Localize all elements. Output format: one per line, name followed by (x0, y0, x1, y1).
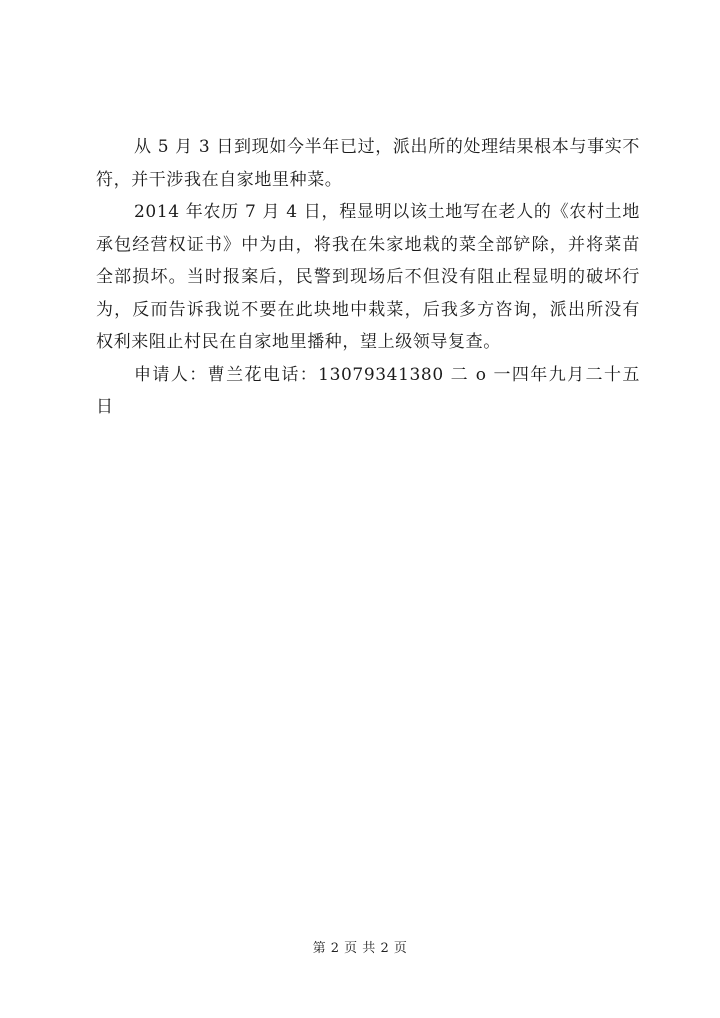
page-number-footer: 第 2 页 共 2 页 (312, 941, 408, 956)
paragraph-incident-details: 2014 年农历 7 月 4 日，程显明以该土地写在老人的《农村土地承包经营权证书》中为由，将我在朱家地栽的菜全部铲除，并将菜苗全部损坏。当时报案后，民警到现场后不但没有阻止程显明的破坏行为，反而告诉我说不要在此块地中栽菜，后我多方咨询，派出所没有权利来阻止村民在自家地里播种，望上级领导复查。 (96, 202, 640, 352)
paragraph-applicant-signature: 申请人：曹兰花电话：13079341380 二 o 一四年九月二十五日 (96, 364, 640, 417)
paragraph-complaint-status: 从 5 月 3 日到现如今半年已过，派出所的处理结果根本与事实不符，并干涉我在自家地里种菜。 (96, 137, 640, 190)
document-body (96, 131, 640, 424)
